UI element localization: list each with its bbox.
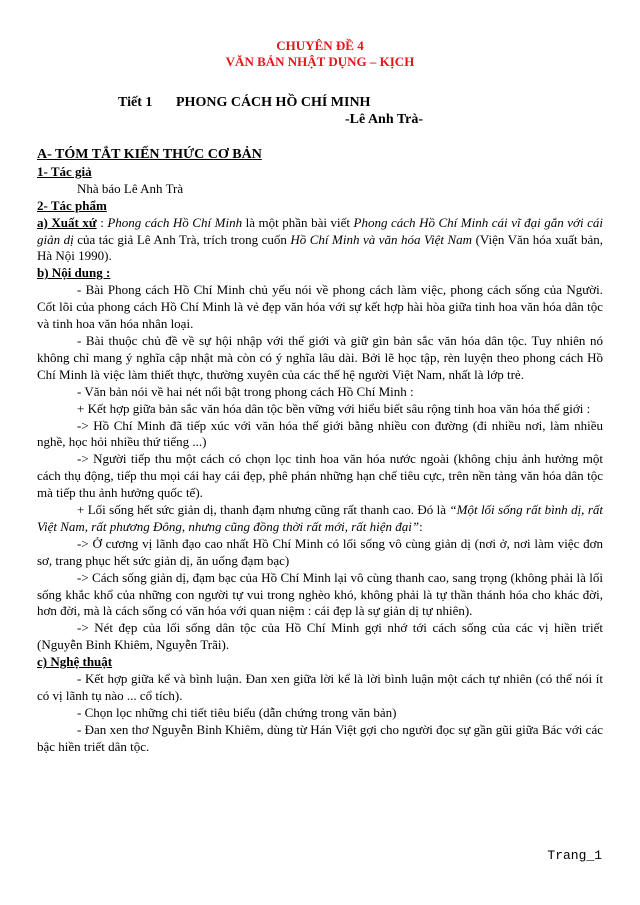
content-paragraph: - Bài Phong cách Hồ Chí Minh chủ yếu nói về phong cách làm việc, phong cách sống của Người. Cốt lõi của phong cách Hồ Chí Minh là vẻ đẹp văn hóa với sự kết hợp hài hòa giữa tinh hoa văn hóa dân tộc và tinh hoa văn hóa nhân loại. bbox=[37, 282, 603, 332]
topic-subtitle: VĂN BẢN NHẬT DỤNG – KỊCH bbox=[225, 54, 415, 69]
lifestyle-quote: “Một lối sống rất bình dị, rất Việt Nam, rất phương Đông, nhưng cũng đồng thời rất mới, rất hiện đại” bbox=[37, 502, 603, 534]
art-heading: c) Nghệ thuật bbox=[37, 654, 113, 670]
document-body bbox=[37, 145, 603, 756]
content-paragraph: -> Ở cương vị lãnh đạo cao nhất Hồ Chí Minh có lối sống vô cùng giản dị (nơi ở, nơi làm việc đơn sơ, trang phục hết sức giản dị, ăn uống đạm bạc) bbox=[37, 535, 603, 568]
origin-text-4: (Viện Văn hóa xuất bản, Hà Nội 1990). bbox=[37, 231, 603, 264]
origin-text-2: là một phần bài viết bbox=[242, 214, 354, 230]
section-a-title: A- TÓM TẮT KIẾN THỨC CƠ BẢN bbox=[37, 147, 262, 162]
art-paragraph: - Đan xen thơ Nguyễn Bỉnh Khiêm, dùng từ Hán Việt gợi cho người đọc sự gần gũi giữa Bác với các bậc hiền triết dân tộc. bbox=[37, 721, 603, 754]
content-heading: b) Nội dung : bbox=[37, 265, 111, 281]
lesson-author: -Lê Anh Trà- bbox=[345, 112, 424, 127]
origin-text-3: của tác giả Lê Anh Trà, trích trong cuốn bbox=[73, 231, 291, 247]
content-paragraph: -> Cách sống giản dị, đạm bạc của Hồ Chí Minh lại vô cùng thanh cao, sang trọng (không phải là lối sống khắc khổ của những con người tự vui trong nghèo khó, không phải là tự thần thánh hóa cho khác đời, hơn đời, mà là cách sống có văn hóa với quan niệm : cái đẹp là sự giản dị tự nhiên). bbox=[37, 569, 603, 619]
lifestyle-colon: : bbox=[419, 518, 423, 534]
lesson-heading bbox=[118, 95, 370, 111]
art-paragraph: - Chọn lọc những chi tiết tiêu biểu (dẫn chứng trong văn bản) bbox=[77, 704, 397, 720]
content-paragraph: -> Hồ Chí Minh đã tiếp xúc với văn hóa thế giới bằng nhiều con đường (đi nhiều nơi, làm nhiều nghề, học hỏi nhiều thứ tiếng ...) bbox=[37, 417, 603, 450]
lesson-title: PHONG CÁCH HỒ CHÍ MINH bbox=[176, 95, 371, 110]
content-paragraph: -> Nét đẹp của lối sống dân tộc của Hồ Chí Minh gợi nhớ tới cách sống của các vị hiền triết (Nguyễn Bỉnh Khiêm, Nguyễn Trãi). bbox=[37, 620, 603, 653]
origin-italic-2: Phong cách Hồ Chí Minh cái vĩ đại gắn với cái giản dị bbox=[37, 214, 604, 247]
work-heading: 2- Tác phẩm bbox=[37, 197, 107, 213]
origin-text-1: : bbox=[96, 214, 108, 230]
author-heading: 1- Tác giả bbox=[37, 163, 92, 179]
content-paragraph: -> Người tiếp thu một cách có chọn lọc tinh hoa văn hóa nước ngoài (không chịu ảnh hưởng một cách thụ động, tiếp thu mọi cái hay cái đẹp, phê phán những hạn chế tiêu cực, trên nền tảng văn hóa dân tộc mà tiếp thu ảnh hưởng quốc tế). bbox=[37, 451, 603, 501]
origin-italic-1: Phong cách Hồ Chí Minh bbox=[107, 214, 243, 230]
page-number: Trang_1 bbox=[547, 848, 602, 863]
lesson-number: Tiết 1 bbox=[118, 95, 153, 110]
topic-title: CHUYÊN ĐỀ 4 bbox=[276, 38, 364, 53]
origin-paragraph bbox=[37, 215, 603, 266]
author-text: Nhà báo Lê Anh Trà bbox=[77, 180, 184, 196]
content-paragraph: + Kết hợp giữa bản sắc văn hóa dân tộc bền vững với hiểu biết sâu rộng tinh hoa văn hóa thế giới : bbox=[77, 400, 591, 416]
origin-italic-3: Hồ Chí Minh và văn hóa Việt Nam bbox=[290, 231, 473, 247]
content-paragraph: - Bài thuộc chủ đề về sự hội nhập với thế giới và giữ gìn bản sắc văn hóa dân tộc. Tuy nhiên nó không chỉ mang ý nghĩa cập nhật mà còn có ý nghĩa lâu dài. Bởi lẽ học tập, rèn luyện theo phong cách Hồ Chí Minh là việc làm thiết thực, thường xuyên của các thế hệ người Việt Nam, nhất là lớp trẻ. bbox=[37, 332, 603, 382]
content-paragraph: - Văn bản nói về hai nét nổi bật trong phong cách Hồ Chí Minh : bbox=[77, 383, 414, 399]
art-paragraph: - Kết hợp giữa kể và bình luận. Đan xen giữa lời kể là lời bình luận một cách tự nhiên (có thể nói ít có vị lãnh tụ nào ... cổ tích). bbox=[37, 671, 603, 703]
origin-label: a) Xuất xứ bbox=[37, 214, 97, 230]
lifestyle-text: + Lối sống hết sức giản dị, thanh đạm nhưng cũng rất thanh cao. Đó là bbox=[77, 502, 450, 518]
content-paragraph bbox=[37, 502, 603, 536]
